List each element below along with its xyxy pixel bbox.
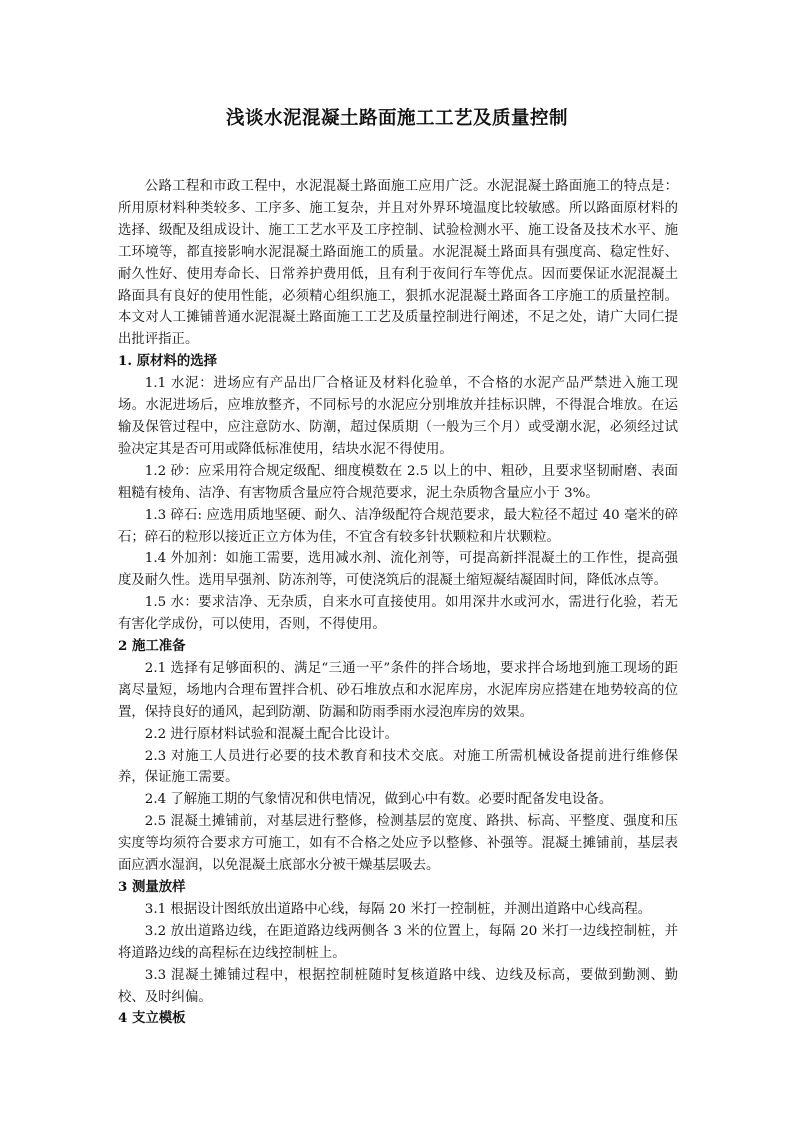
document-body <box>118 176 678 1030</box>
paragraph: 1.3 碎石: 应选用质地坚硬、耐久、洁净级配符合规范要求，最大粒径不超过 40 毫米的碎石；碎石的粒形以接近正立方体为佳，不宜含有较多针状颗粒和片状颗粒。 <box>118 507 678 545</box>
paragraph: 1.5 水：要求洁净、无杂质，自来水可直接使用。如用深井水或河水，需进行化验，若无有害化学成份，可以使用，否则，不得使用。 <box>118 595 678 633</box>
paragraph: 2.5 混凝土摊铺前，对基层进行整修，检测基层的宽度、路拱、标高、平整度、强度和压实度等均须符合要求方可施工，如有不合格之处应予以整修、补强等。混凝土摊铺前，基层表面应洒水湿润，以免混凝土底部水分被干燥基层吸去。 <box>118 814 678 874</box>
paragraph: 1.1 水泥：进场应有产品出厂合格证及材料化验单，不合格的水泥产品严禁进入施工现场。水泥进场后，应堆放整齐，不同标号的水泥应分别堆放并挂标识牌，不得混合堆放。在运输及保管过程中，应注意防水、防潮，超过保质期（一般为三个月）或受潮水泥，必须经过试验决定其是否可用或降低标准使用，结块水泥不得使用。 <box>118 376 678 457</box>
paragraph: 3.2 放出道路边线，在距道路边线两侧各 3 米的位置上，每隔 20 米打一边线控制桩，并将道路边线的高程标在边线控制桩上。 <box>118 923 678 961</box>
section-heading: 3 测量放样 <box>118 879 186 895</box>
paragraph: 3.3 混凝土摊铺过程中，根据控制桩随时复核道路中线、边线及标高，要做到勤测、勤校、及时纠偏。 <box>118 967 678 1005</box>
paragraph: 1.2 砂：应采用符合规定级配、细度模数在 2.5 以上的中、粗砂，且要求坚韧耐磨、表面粗糙有棱角、洁净、有害物质含量应符合规范要求，泥土杂质物含量应小于 3%。 <box>118 463 678 501</box>
section-heading: 4 支立模板 <box>118 1010 186 1027</box>
paragraph: 3.1 根据设计图纸放出道路中心线，每隔 20 米打一控制桩，并测出道路中心线高程。 <box>144 901 652 917</box>
paragraph: 2.2 进行原材料试验和混凝土配合比设计。 <box>144 726 398 742</box>
section-heading: 2 施工准备 <box>118 638 186 655</box>
paragraph: 2.3 对施工人员进行必要的技术教育和技术交底。对施工所需机械设备提前进行维修保养，保证施工需要。 <box>118 748 678 786</box>
paragraph: 1.4 外加剂：如施工需要，选用减水剂、流化剂等，可提高新拌混凝土的工作性，提高强度及耐久性。选用早强剂、防冻剂等，可使浇筑后的混凝土缩短凝结凝固时间，降低冰点等。 <box>118 551 678 589</box>
document-title: 浅谈水泥混凝土路面施工工艺及质量控制 <box>225 108 568 129</box>
paragraph: 2.4 了解施工期的气象情况和供电情况，做到心中有数。必要时配备发电设备。 <box>144 792 613 808</box>
intro-paragraph: 公路工程和市政工程中，水泥混凝土路面施工应用广泛。水泥混凝土路面施工的特点是：所用原材料种类较多、工序多、施工复杂，并且对外界环境温度比较敏感。所以路面原材料的选择、级配及组成设计、施工工艺水平及工序控制、试验检测水平、施工设备及技术水平、施工环境等，都直接影响水泥混凝土路面施工的质量。水泥混凝土路面具有强度高、稳定性好、耐久性好、使用寿命长、日常养护费用低，且有利于夜间行车等优点。因而要保证水泥混凝土路面具有良好的使用性能，必须精心组织施工，狠抓水泥混凝土路面各工序施工的质量控制。本文对人工摊铺普通水泥混凝土路面施工工艺及质量控制进行阐述，不足之处，请广大同仁提出批评指正。 <box>118 179 678 348</box>
section-heading: 1. 原材料的选择 <box>118 353 217 370</box>
paragraph: 2.1 选择有足够面积的、满足“三通一平”条件的拌合场地，要求拌合场地到施工现场的距离尽量短，场地内合理布置拌合机、砂石堆放点和水泥库房，水泥库房应搭建在地势较高的位置，保持良好的通风，起到防潮、防漏和防雨季雨水浸泡库房的效果。 <box>118 660 678 720</box>
